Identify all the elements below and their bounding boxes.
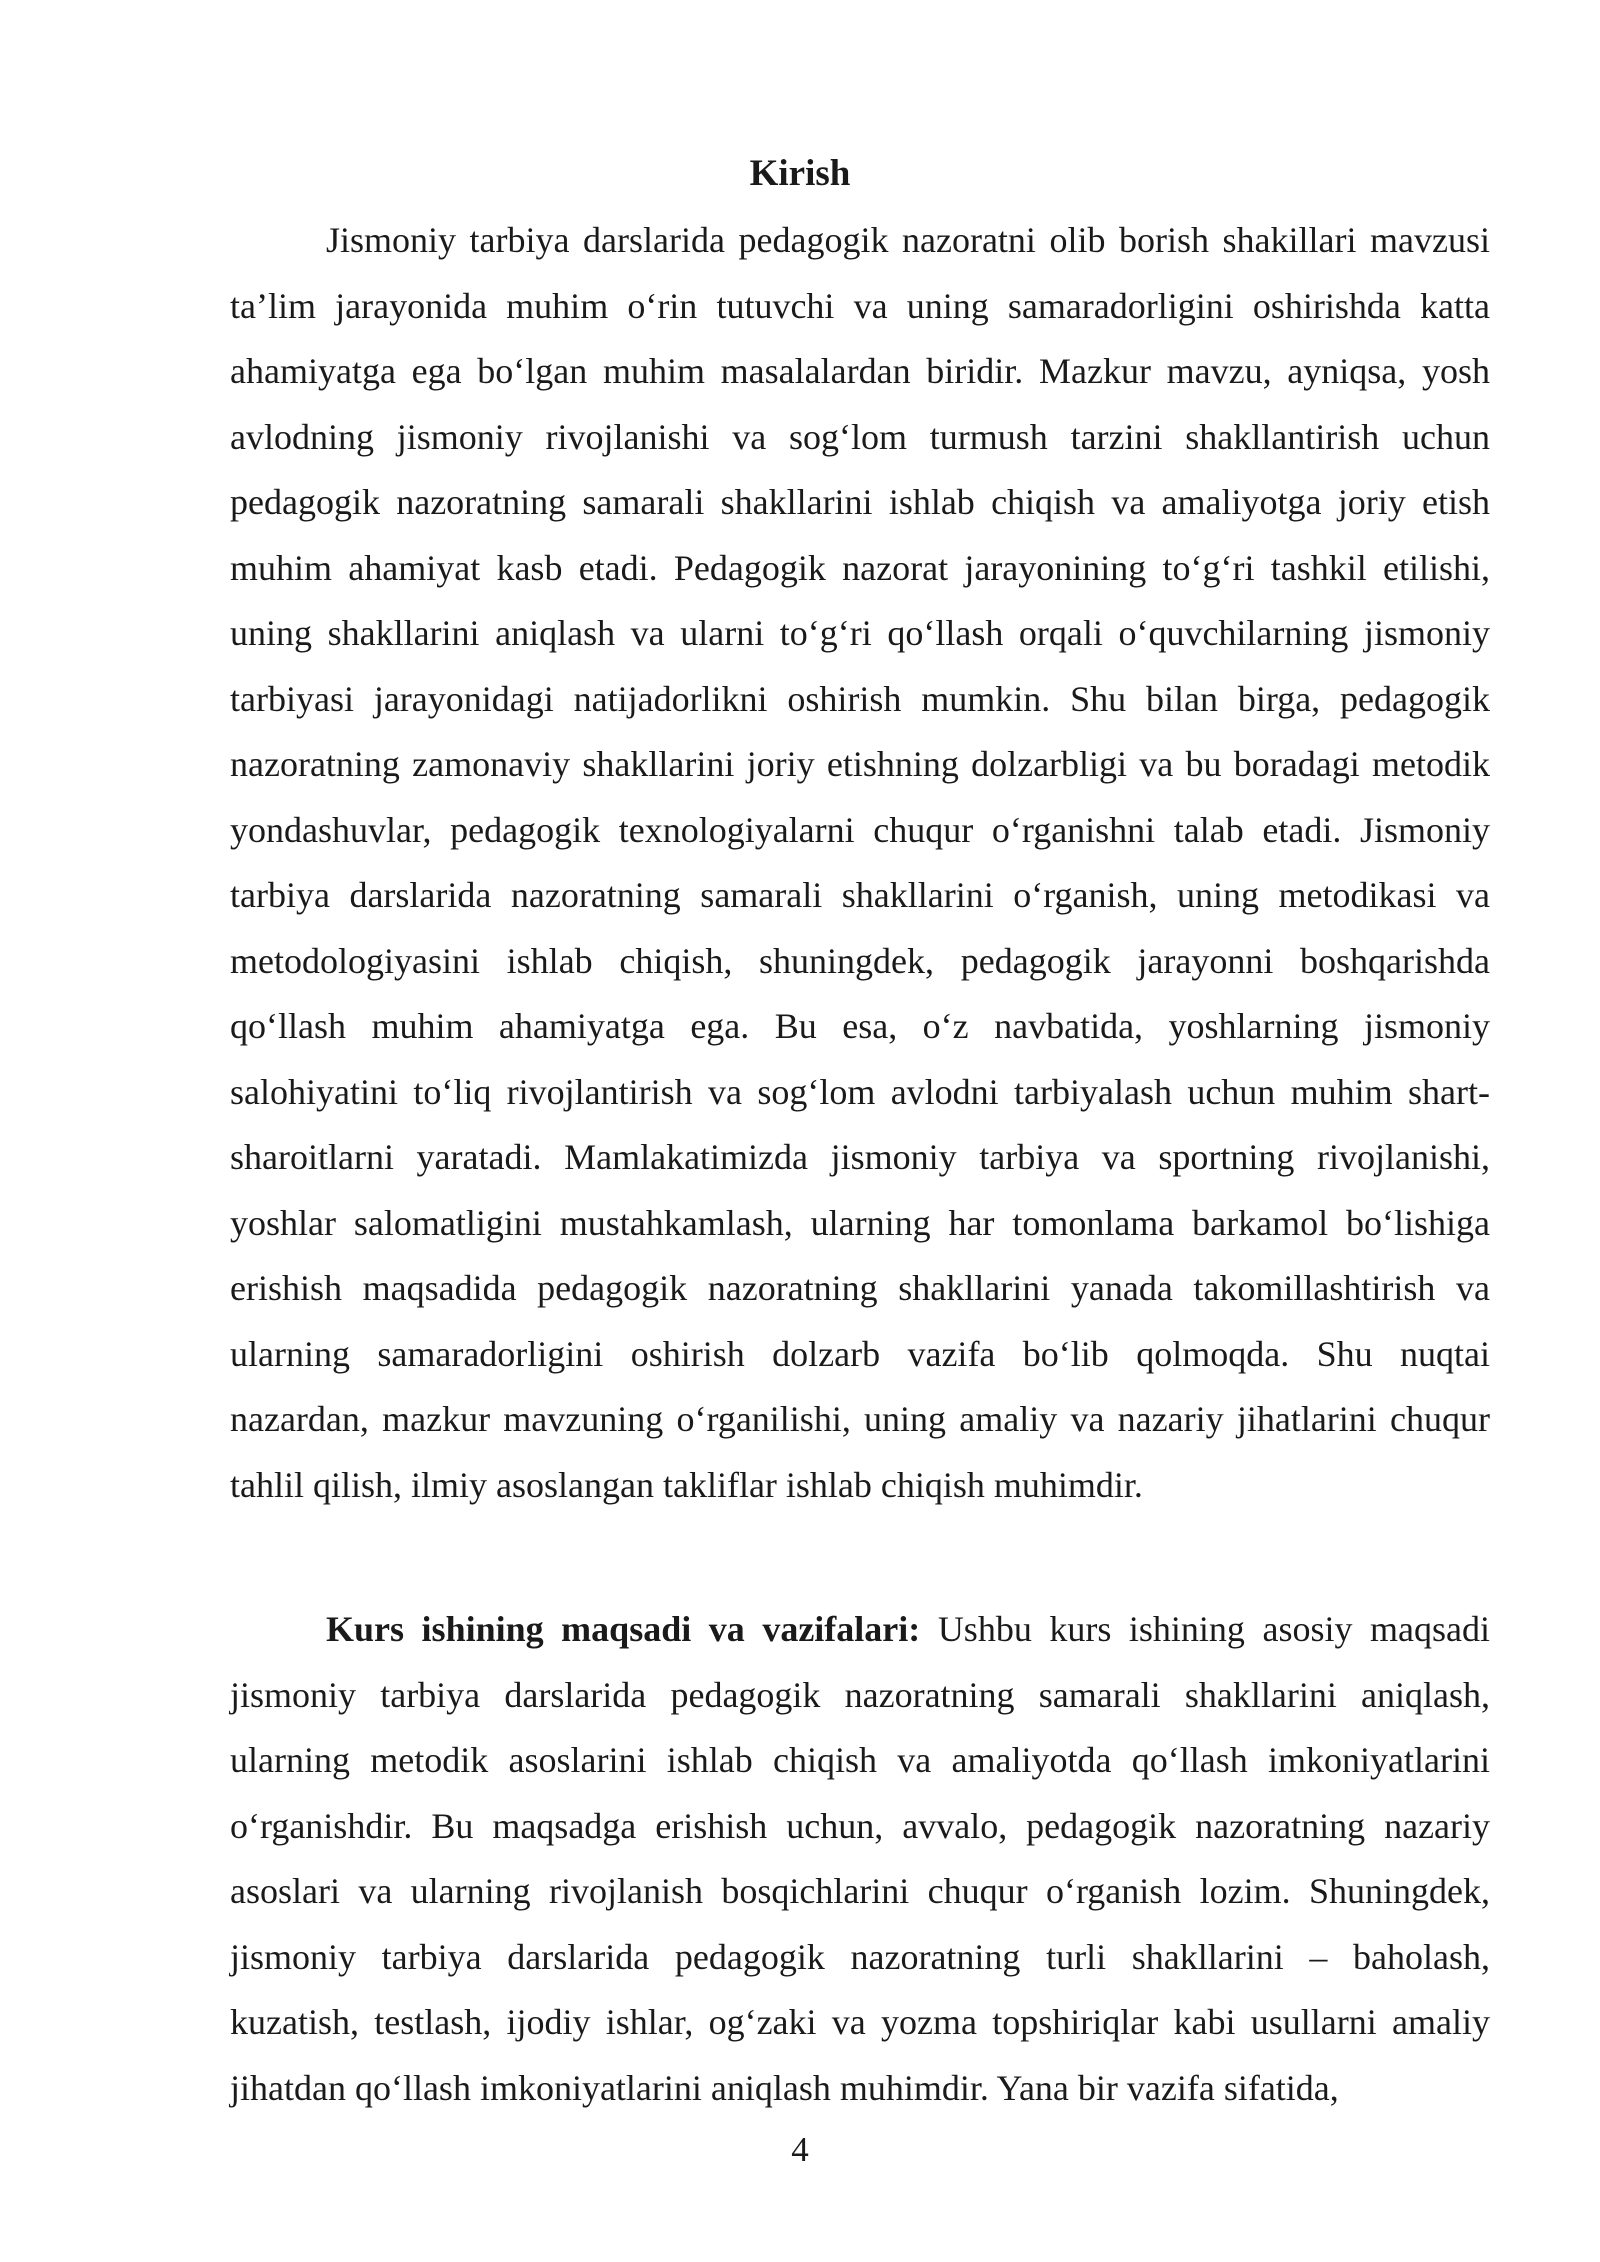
goals-heading: Kurs ishining maqsadi va vazifalari: [326,1609,921,1649]
page-number: 4 [791,2130,809,2169]
section-title: Kirish [749,153,851,194]
intro-paragraph: Jismoniy tarbiya darslarida pedagogik nazoratni olib borish shakillari mavzusi ta’lim jarayonida muhim o‘rin tutuvchi va uning samaradorligini oshirishda katta ahamiyatga ega bo‘lgan muhim masalalardan biridir. Mazkur mavzu, ayniqsa, yosh avlodning jismoniy rivojlanishi va sog‘lom turmush tarzini shakllantirish uchun pedagogik nazoratning samarali shakllarini ishlab chiqish va amaliyotga joriy etish muhim ahamiyat kasb etadi. Pedagogik nazorat jarayonining to‘g‘ri tashkil etilishi, uning shakllarini aniqlash va ularni to‘g‘ri qo‘llash orqali o‘quvchilarning jismoniy tarbiyasi jarayonidagi natijadorlikni oshirish mumkin. Shu bilan birga, pedagogik nazoratning zamonaviy shakllarini joriy etishning dolzarbligi va bu boradagi metodik yondashuvlar, pedagogik texnologiyalarni chuqur o‘rganishni talab etadi. Jismoniy tarbiya darslarida nazoratning samarali shakllarini o‘rganish, uning metodikasi va metodologiyasini ishlab chiqish, shuningdek, pedagogik jarayonni boshqarishda qo‘llash muhim ahamiyatga ega. Bu esa, o‘z navbatida, yoshlarning jismoniy salohiyatini to‘liq rivojlantirish va sog‘lom avlodni tarbiyalash uchun muhim shart-sharoitlarni yaratadi. Mamlakatimizda jismoniy tarbiya va sportning rivojlanishi, yoshlar salomatligini mustahkamlash, ularning har tomonlama barkamol bo‘lishiga erishish maqsadida pedagogik nazoratning shakllarini yanada takomillashtirish va ularning samaradorligini oshirish dolzarb vazifa bo‘lib qolmoqda. Shu nuqtai nazardan, mazkur mavzuning o‘rganilishi, uning amaliy va nazariy jihatlarini chuqur tahlil qilish, ilmiy asoslangan takliflar ishlab chiqish muhimdir. [230,220,1490,1505]
goals-text: Ushbu kurs ishining asosiy maqsadi jismoniy tarbiya darslarida pedagogik nazoratning samarali shakllarini aniqlash, ularning metodik asoslarini ishlab chiqish va amaliyotda qo‘llash imkoniyatlarini o‘rganishdir. Bu maqsadga erishish uchun, avvalo, pedagogik nazoratning nazariy asoslari va ularning rivojlanish bosqichlarini chuqur o‘rganish lozim. Shuningdek, jismoniy tarbiya darslarida pedagogik nazoratning turli shakllarini – baholash, kuzatish, testlash, ijodiy ishlar, og‘zaki va yozma topshiriqlar kabi usullarni amaliy jihatdan qo‘llash imkoniyatlarini aniqlash muhimdir. Yana bir vazifa sifatida, [230,1609,1490,2108]
goals-paragraph [230,1597,1490,2121]
